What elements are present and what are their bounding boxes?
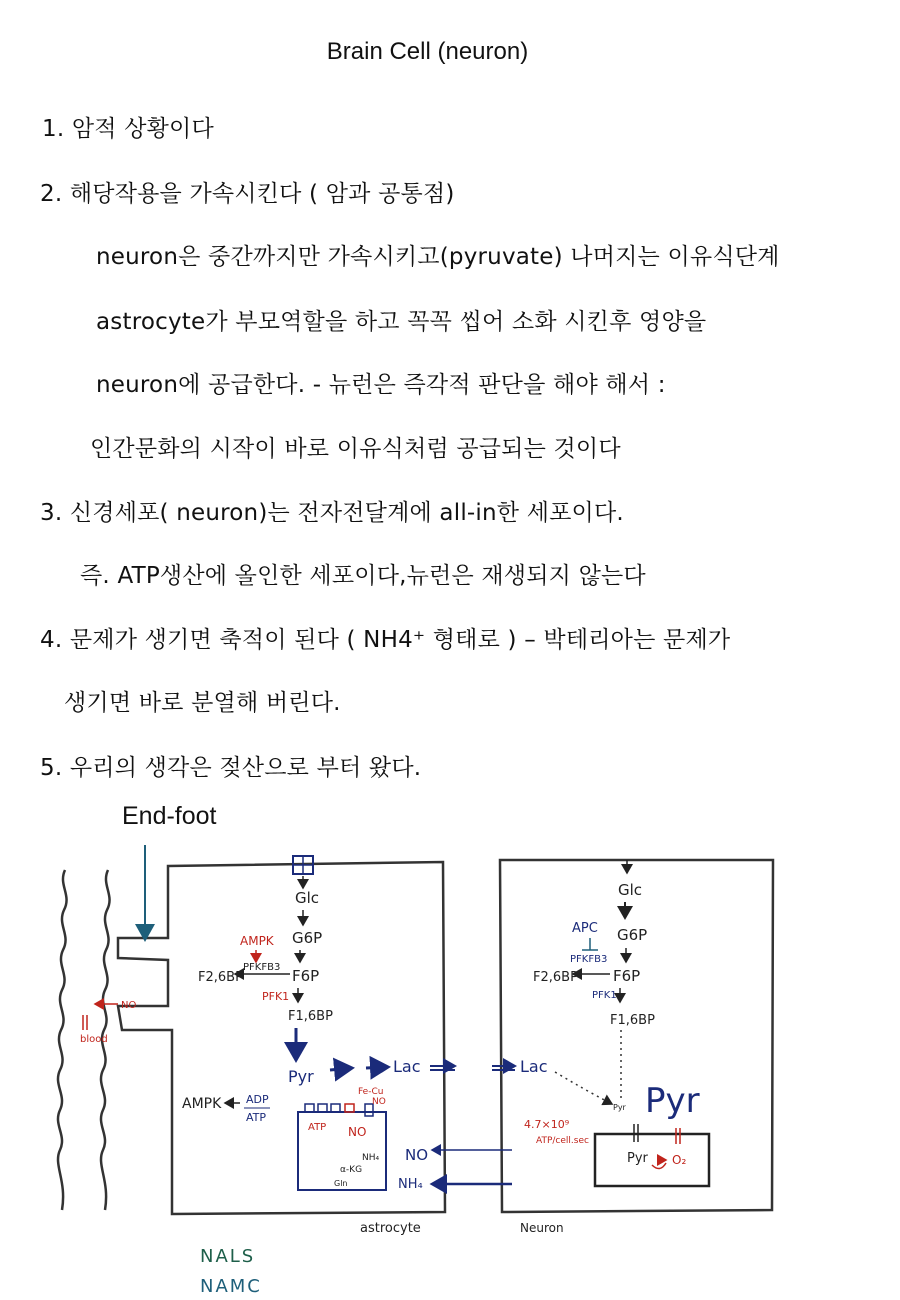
- astro-atp: ATP: [246, 1111, 267, 1124]
- neuron-apc: APC: [572, 921, 598, 936]
- astro-label: astrocyte: [360, 1221, 421, 1236]
- astro-akg: α-KG: [340, 1165, 363, 1175]
- neuron-pyr-big: Pyr: [645, 1081, 700, 1121]
- item-2-line-4: neuron에 공급한다. - 뉴런은 즉각적 판단을 해야 해서 :: [96, 372, 666, 398]
- neuron-g6p: G6P: [617, 926, 648, 944]
- item-4: 4. 문제가 생기면 축적이 된다 ( NH4⁺ 형태로 ) – 박테리아는 문제가: [40, 627, 731, 653]
- astro-gln: Gln: [334, 1179, 348, 1188]
- astro-feco: Fe-Cu: [358, 1087, 384, 1097]
- astro-glc: Glc: [295, 889, 320, 907]
- neuron-o2: O₂: [672, 1153, 687, 1167]
- astro-atp-down: ATP: [308, 1122, 327, 1133]
- astro-ampk: AMPK: [240, 934, 274, 948]
- astro-no-red: NO: [348, 1125, 367, 1139]
- neuron-pfk1: PFK1: [592, 990, 617, 1001]
- astro-pfk1: PFK1: [262, 990, 290, 1003]
- astro-f16bp: F1,6BP: [288, 1009, 333, 1024]
- blood-label: blood: [80, 1034, 108, 1045]
- astro-f26bp: F2,6BP: [198, 970, 243, 985]
- blood-no: NO: [121, 1000, 137, 1011]
- astro-nh4: NH₄: [362, 1153, 380, 1163]
- item-2-line-2: neuron은 중간까지만 가속시키고(pyruvate) 나머지는 이유식단계: [96, 244, 780, 270]
- astro-no-small: NO: [372, 1097, 386, 1107]
- neuron-label: Neuron: [520, 1221, 564, 1235]
- neuron-lac: Lac: [520, 1057, 548, 1076]
- neuron-glc: Glc: [618, 881, 643, 899]
- neuron-pyr-mito: Pyr: [627, 1151, 648, 1166]
- item-2-line-5: 인간문화의 시작이 바로 이유식처럼 공급되는 것이다: [90, 436, 621, 462]
- item-1: 1. 암적 상황이다: [42, 116, 214, 142]
- astro-lac: Lac: [393, 1057, 421, 1076]
- neuron-f26bp: F2,6BP: [533, 970, 578, 985]
- item-4-line-2: 생기면 바로 분열해 버린다.: [64, 690, 341, 716]
- note-namc: NAMC: [200, 1276, 262, 1297]
- neuron-f6p: F6P: [613, 967, 641, 985]
- vessel-wall-left: [58, 870, 67, 1210]
- astro-g6p: G6P: [292, 929, 323, 947]
- neuron-pfkfb3: PFKFB3: [570, 954, 608, 965]
- page-title: Brain Cell (neuron): [326, 38, 529, 65]
- note-nals: NALS: [200, 1246, 256, 1267]
- item-5: 5. 우리의 생각은 젖산으로 부터 왔다.: [40, 755, 422, 781]
- neuron-f16bp: F1,6BP: [610, 1013, 655, 1028]
- astro-f6p: F6P: [292, 967, 320, 985]
- astrocyte-cell: [118, 862, 445, 1214]
- astro-ampk-2: AMPK: [182, 1096, 222, 1112]
- item-2-line-3: astrocyte가 부모역할을 하고 꼭꼭 씹어 소화 시킨후 영양을: [96, 309, 707, 335]
- mid-nh4: NH₄: [398, 1177, 423, 1192]
- neuron-pyr-small: Pyr: [613, 1103, 626, 1112]
- astro-pfkfb3: PFKFB3: [243, 962, 281, 973]
- item-3: 3. 신경세포( neuron)는 전자전달계에 all-in한 세포이다.: [40, 500, 624, 526]
- item-3-line-2: 즉. ATP생산에 올인한 세포이다,뉴런은 재생되지 않는다: [80, 563, 646, 589]
- neuron-rate: 4.7×10⁹: [524, 1118, 570, 1131]
- neuron-rate-unit: ATP/cell.sec: [536, 1136, 589, 1146]
- astro-pyr: Pyr: [288, 1067, 314, 1086]
- mid-no: NO: [405, 1146, 429, 1164]
- endfoot-label: End-foot: [122, 802, 217, 830]
- item-2: 2. 해당작용을 가속시킨다 ( 암과 공통점): [40, 181, 455, 207]
- neuron-mitochondrion: [595, 1134, 709, 1186]
- astro-adp: ADP: [246, 1093, 269, 1106]
